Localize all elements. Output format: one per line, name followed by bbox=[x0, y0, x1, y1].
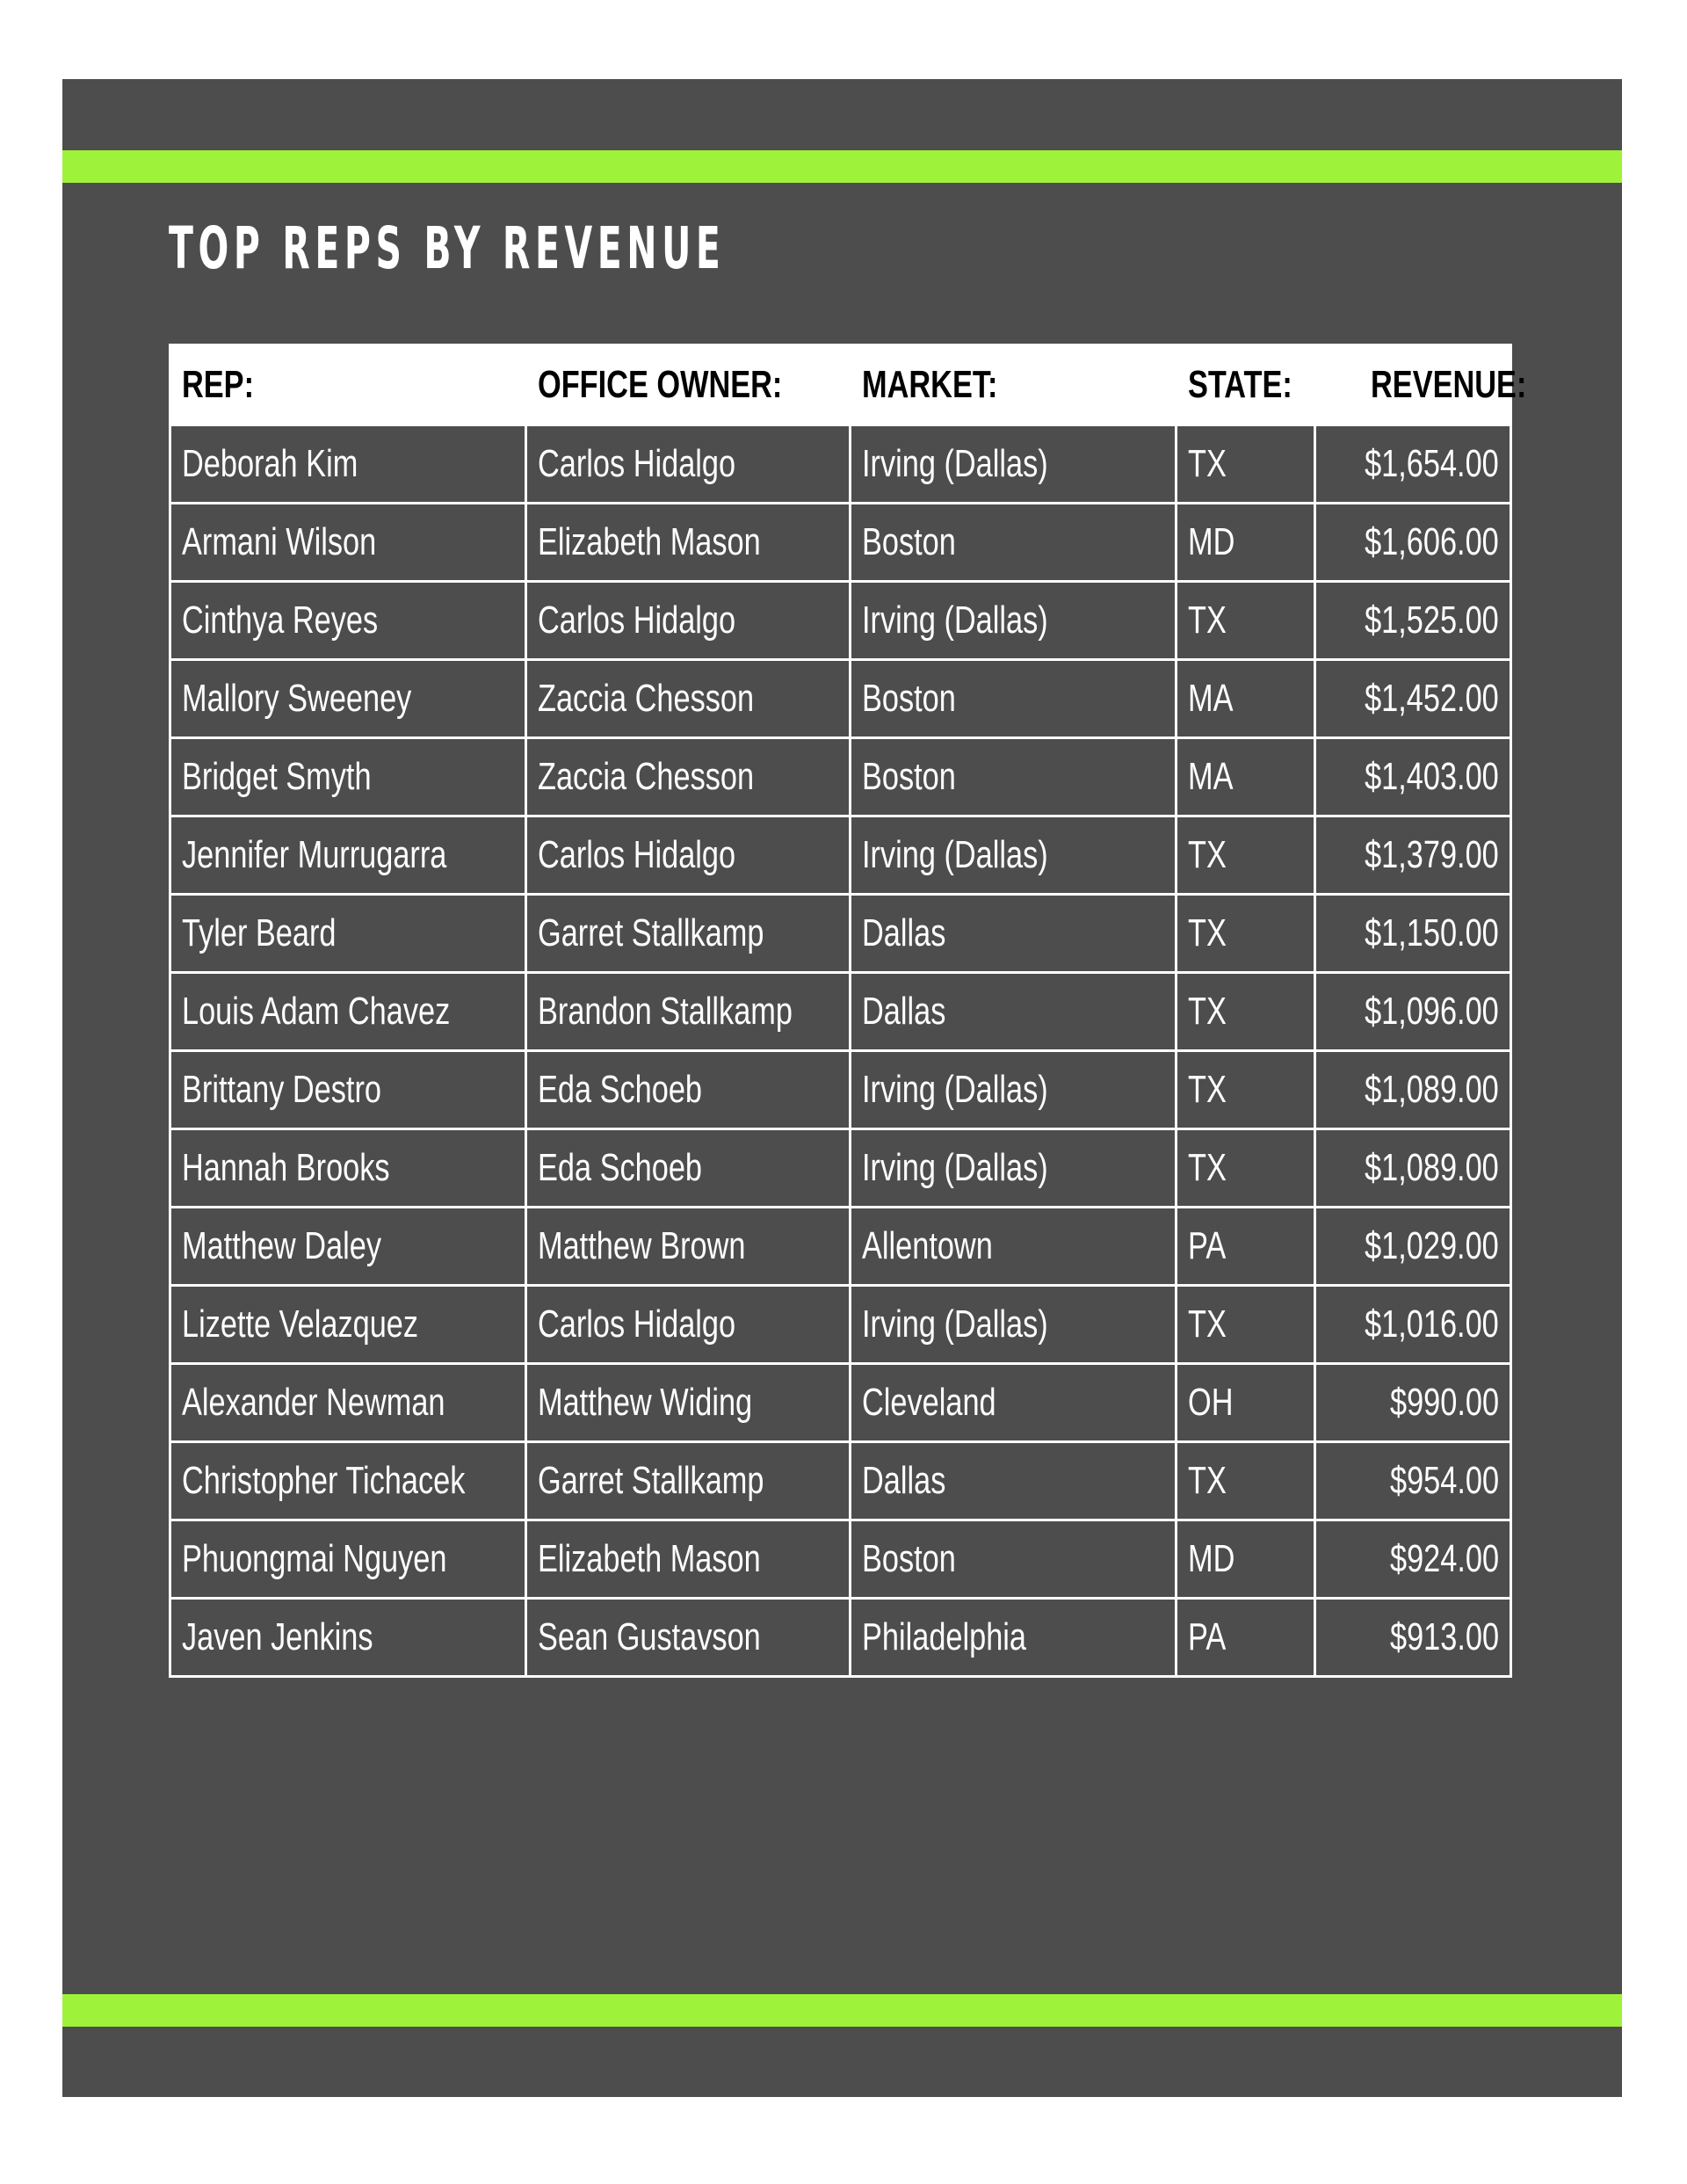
cell-rep: Jennifer Murrugarra bbox=[170, 816, 526, 895]
cell-rep: Christopher Tichacek bbox=[170, 1442, 526, 1520]
cell-revenue: $1,029.00 bbox=[1315, 1208, 1511, 1286]
cell-market: Irving (Dallas) bbox=[851, 1051, 1177, 1129]
cell-revenue: $924.00 bbox=[1315, 1520, 1511, 1599]
cell-rep: Cinthya Reyes bbox=[170, 582, 526, 660]
cell-market: Dallas bbox=[851, 895, 1177, 973]
table-row bbox=[170, 1364, 1511, 1442]
cell-revenue: $1,089.00 bbox=[1315, 1129, 1511, 1208]
table-row bbox=[170, 1051, 1511, 1129]
table-row bbox=[170, 1286, 1511, 1364]
cell-rep: Matthew Daley bbox=[170, 1208, 526, 1286]
cell-market: Cleveland bbox=[851, 1364, 1177, 1442]
table-row bbox=[170, 660, 1511, 738]
cell-office-owner: Zaccia Chesson bbox=[526, 738, 851, 816]
header-market: MARKET: bbox=[851, 345, 1177, 425]
cell-state: MD bbox=[1177, 1520, 1315, 1599]
bottom-accent-stripe bbox=[62, 1994, 1622, 2027]
cell-office-owner: Elizabeth Mason bbox=[526, 1520, 851, 1599]
cell-market: Dallas bbox=[851, 1442, 1177, 1520]
cell-rep: Hannah Brooks bbox=[170, 1129, 526, 1208]
cell-market: Irving (Dallas) bbox=[851, 1286, 1177, 1364]
cell-state: TX bbox=[1177, 425, 1315, 504]
cell-revenue: $954.00 bbox=[1315, 1442, 1511, 1520]
cell-state: TX bbox=[1177, 1129, 1315, 1208]
cell-market: Irving (Dallas) bbox=[851, 1129, 1177, 1208]
cell-rep: Bridget Smyth bbox=[170, 738, 526, 816]
table-row bbox=[170, 1208, 1511, 1286]
table-row bbox=[170, 1599, 1511, 1677]
cell-revenue: $1,016.00 bbox=[1315, 1286, 1511, 1364]
cell-revenue: $1,096.00 bbox=[1315, 973, 1511, 1051]
table-row bbox=[170, 504, 1511, 582]
cell-state: OH bbox=[1177, 1364, 1315, 1442]
page-title: TOP REPS BY REVENUE bbox=[169, 214, 726, 282]
cell-rep: Armani Wilson bbox=[170, 504, 526, 582]
cell-rep: Brittany Destro bbox=[170, 1051, 526, 1129]
cell-state: PA bbox=[1177, 1208, 1315, 1286]
cell-office-owner: Carlos Hidalgo bbox=[526, 1286, 851, 1364]
header-rep: REP: bbox=[170, 345, 526, 425]
table-body bbox=[170, 425, 1511, 1677]
revenue-table bbox=[169, 344, 1527, 1678]
table-row bbox=[170, 1442, 1511, 1520]
cell-market: Allentown bbox=[851, 1208, 1177, 1286]
cell-rep: Phuongmai Nguyen bbox=[170, 1520, 526, 1599]
table-row bbox=[170, 738, 1511, 816]
header-office-owner: OFFICE OWNER: bbox=[526, 345, 851, 425]
cell-revenue: $1,606.00 bbox=[1315, 504, 1511, 582]
cell-state: MA bbox=[1177, 660, 1315, 738]
table-row bbox=[170, 425, 1511, 504]
table-row bbox=[170, 1520, 1511, 1599]
cell-office-owner: Garret Stallkamp bbox=[526, 1442, 851, 1520]
cell-market: Boston bbox=[851, 738, 1177, 816]
cell-revenue: $1,452.00 bbox=[1315, 660, 1511, 738]
cell-rep: Louis Adam Chavez bbox=[170, 973, 526, 1051]
cell-state: TX bbox=[1177, 895, 1315, 973]
cell-revenue: $1,403.00 bbox=[1315, 738, 1511, 816]
cell-revenue: $1,089.00 bbox=[1315, 1051, 1511, 1129]
cell-office-owner: Garret Stallkamp bbox=[526, 895, 851, 973]
table-header-row bbox=[170, 345, 1511, 425]
cell-revenue: $1,654.00 bbox=[1315, 425, 1511, 504]
cell-office-owner: Carlos Hidalgo bbox=[526, 582, 851, 660]
cell-market: Boston bbox=[851, 660, 1177, 738]
cell-office-owner: Carlos Hidalgo bbox=[526, 425, 851, 504]
cell-revenue: $990.00 bbox=[1315, 1364, 1511, 1442]
cell-rep: Javen Jenkins bbox=[170, 1599, 526, 1677]
cell-rep: Tyler Beard bbox=[170, 895, 526, 973]
cell-state: TX bbox=[1177, 1442, 1315, 1520]
cell-market: Dallas bbox=[851, 973, 1177, 1051]
cell-state: MA bbox=[1177, 738, 1315, 816]
cell-rep: Lizette Velazquez bbox=[170, 1286, 526, 1364]
cell-office-owner: Carlos Hidalgo bbox=[526, 816, 851, 895]
header-state: STATE: bbox=[1177, 345, 1315, 425]
cell-revenue: $1,525.00 bbox=[1315, 582, 1511, 660]
cell-state: TX bbox=[1177, 1286, 1315, 1364]
cell-state: TX bbox=[1177, 816, 1315, 895]
cell-market: Irving (Dallas) bbox=[851, 425, 1177, 504]
cell-office-owner: Sean Gustavson bbox=[526, 1599, 851, 1677]
table-row bbox=[170, 1129, 1511, 1208]
cell-rep: Mallory Sweeney bbox=[170, 660, 526, 738]
table-row bbox=[170, 816, 1511, 895]
cell-state: TX bbox=[1177, 1051, 1315, 1129]
cell-office-owner: Elizabeth Mason bbox=[526, 504, 851, 582]
cell-state: MD bbox=[1177, 504, 1315, 582]
cell-rep: Deborah Kim bbox=[170, 425, 526, 504]
document-page bbox=[62, 79, 1622, 2097]
cell-market: Philadelphia bbox=[851, 1599, 1177, 1677]
cell-revenue: $1,379.00 bbox=[1315, 816, 1511, 895]
cell-office-owner: Eda Schoeb bbox=[526, 1129, 851, 1208]
cell-state: TX bbox=[1177, 582, 1315, 660]
top-accent-stripe bbox=[62, 150, 1622, 183]
table-row bbox=[170, 973, 1511, 1051]
cell-market: Boston bbox=[851, 1520, 1177, 1599]
cell-rep: Alexander Newman bbox=[170, 1364, 526, 1442]
cell-market: Irving (Dallas) bbox=[851, 582, 1177, 660]
cell-office-owner: Zaccia Chesson bbox=[526, 660, 851, 738]
cell-market: Boston bbox=[851, 504, 1177, 582]
table-row bbox=[170, 582, 1511, 660]
cell-office-owner: Matthew Brown bbox=[526, 1208, 851, 1286]
cell-revenue: $1,150.00 bbox=[1315, 895, 1511, 973]
cell-office-owner: Brandon Stallkamp bbox=[526, 973, 851, 1051]
table-row bbox=[170, 895, 1511, 973]
cell-office-owner: Matthew Widing bbox=[526, 1364, 851, 1442]
cell-state: PA bbox=[1177, 1599, 1315, 1677]
cell-market: Irving (Dallas) bbox=[851, 816, 1177, 895]
cell-state: TX bbox=[1177, 973, 1315, 1051]
cell-revenue: $913.00 bbox=[1315, 1599, 1511, 1677]
header-revenue: REVENUE: bbox=[1315, 345, 1511, 425]
cell-office-owner: Eda Schoeb bbox=[526, 1051, 851, 1129]
